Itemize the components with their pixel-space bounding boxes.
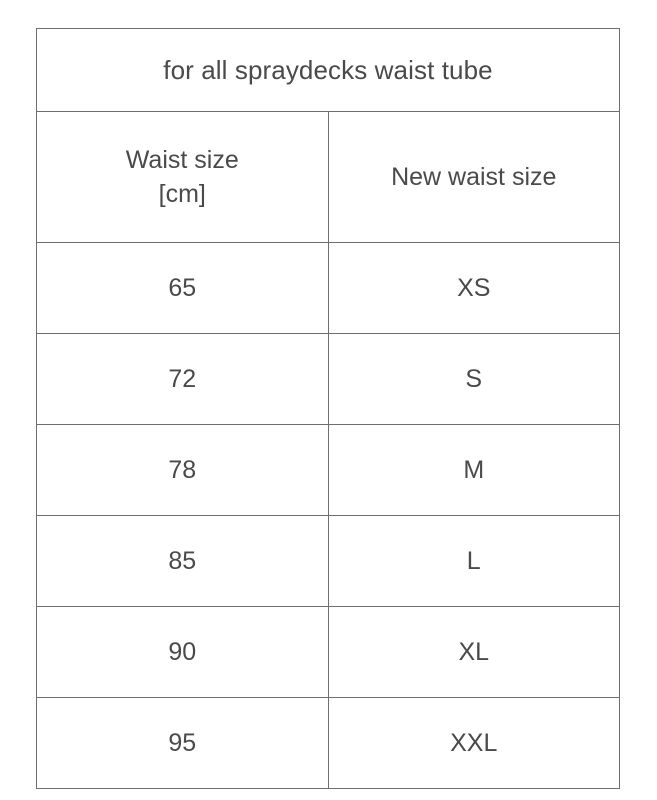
table-caption: for all spraydecks waist tube [37,29,620,112]
column-header-waist-size-unit: [cm] [158,180,206,208]
table-caption-row [37,29,620,112]
table-header-row [37,112,620,243]
table-row [37,698,620,789]
table-body [37,29,620,789]
table-row [37,516,620,607]
cell-new-size: L [328,516,620,607]
cell-new-size: M [328,425,620,516]
cell-waist-cm: 95 [37,698,329,789]
table-row [37,334,620,425]
cell-new-size: XXL [328,698,620,789]
column-header-waist-size [37,112,329,243]
column-header-new-waist-size: New waist size [328,112,620,243]
cell-waist-cm: 78 [37,425,329,516]
table-row [37,243,620,334]
cell-waist-cm: 72 [37,334,329,425]
cell-new-size: XL [328,607,620,698]
table-row [37,607,620,698]
cell-waist-cm: 90 [37,607,329,698]
cell-new-size: S [328,334,620,425]
column-header-waist-size-line1: Waist size [125,146,239,174]
cell-waist-cm: 85 [37,516,329,607]
table-row [37,425,620,516]
cell-waist-cm: 65 [37,243,329,334]
cell-new-size: XS [328,243,620,334]
waist-size-table [36,28,620,789]
